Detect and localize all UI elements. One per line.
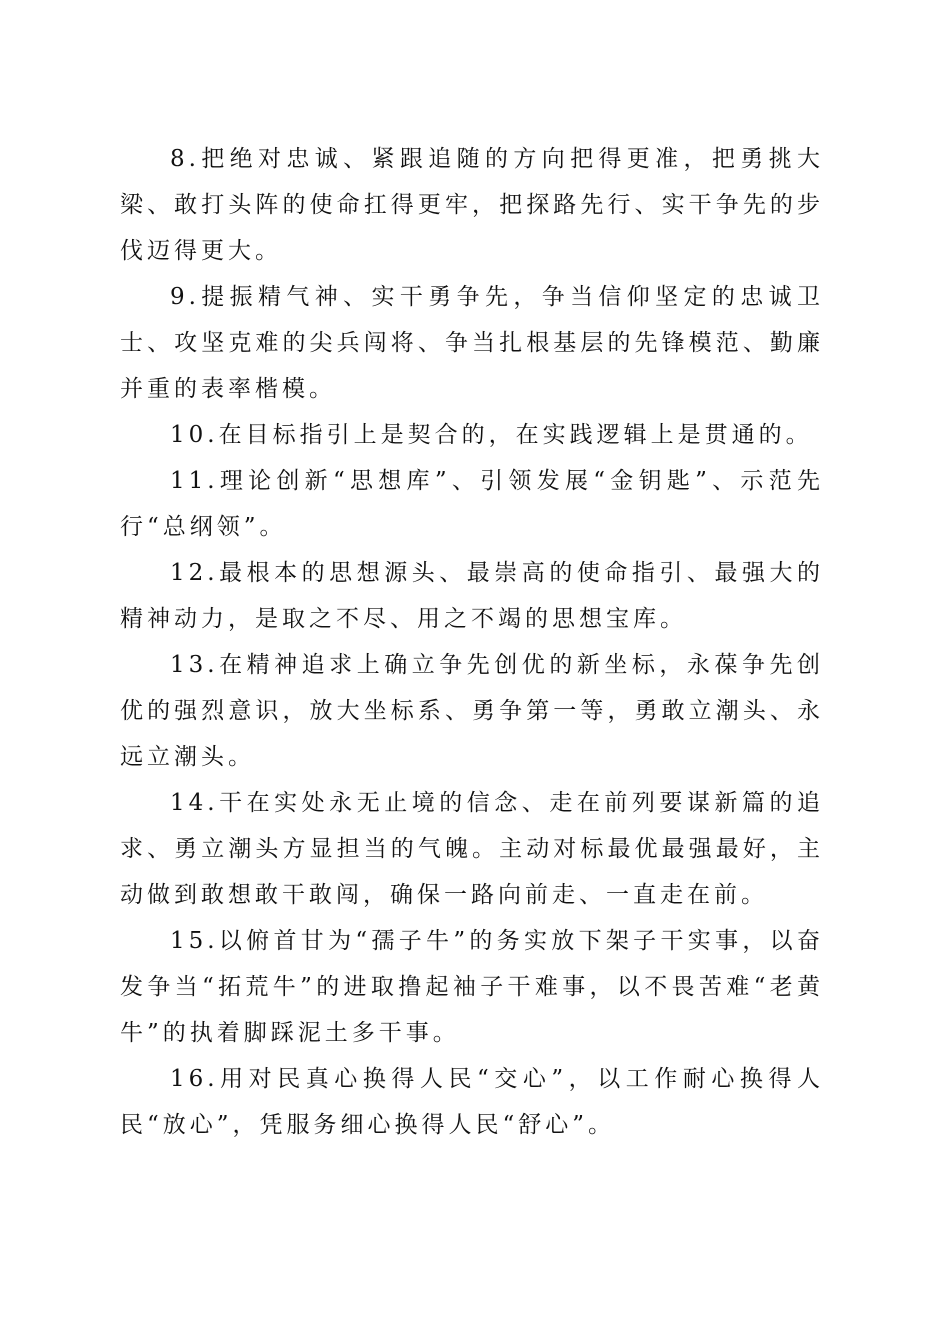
paragraph-8: 8.把绝对忠诚、紧跟追随的方向把得更准，把勇挑大梁、敢打头阵的使命扛得更牢，把探路先行、实干争先的步伐迈得更大。: [120, 146, 824, 264]
paragraph-15: 15.以俯首甘为“孺子牛”的务实放下架子干实事，以奋发争当“拓荒牛”的进取撸起袖子干难事，以不畏苦难“老黄牛”的执着脚踩泥土多干事。: [120, 928, 824, 1046]
paragraph-9: 9.提振精气神、实干勇争先，争当信仰坚定的忠诚卫士、攻坚克难的尖兵闯将、争当扎根基层的先锋模范、勤廉并重的表率楷模。: [120, 284, 824, 402]
paragraph-11: 11.理论创新“思想库”、引领发展“金钥匙”、示范先行“总纲领”。: [120, 468, 824, 540]
paragraph-10: 10.在目标指引上是契合的，在实践逻辑上是贯通的。: [170, 422, 813, 448]
paragraph-12: 12.最根本的思想源头、最崇高的使命指引、最强大的精神动力，是取之不尽、用之不竭的思想宝库。: [120, 560, 824, 632]
document-body: [120, 136, 824, 1148]
paragraph-13: 13.在精神追求上确立争先创优的新坐标，永葆争先创优的强烈意识，放大坐标系、勇争第一等，勇敢立潮头、永远立潮头。: [120, 652, 824, 770]
paragraph-16: 16.用对民真心换得人民“交心”，以工作耐心换得人民“放心”，凭服务细心换得人民“舒心”。: [120, 1066, 824, 1138]
paragraph-14: 14.干在实处永无止境的信念、走在前列要谋新篇的追求、勇立潮头方显担当的气魄。主动对标最优最强最好，主动做到敢想敢干敢闯，确保一路向前走、一直走在前。: [120, 790, 824, 908]
